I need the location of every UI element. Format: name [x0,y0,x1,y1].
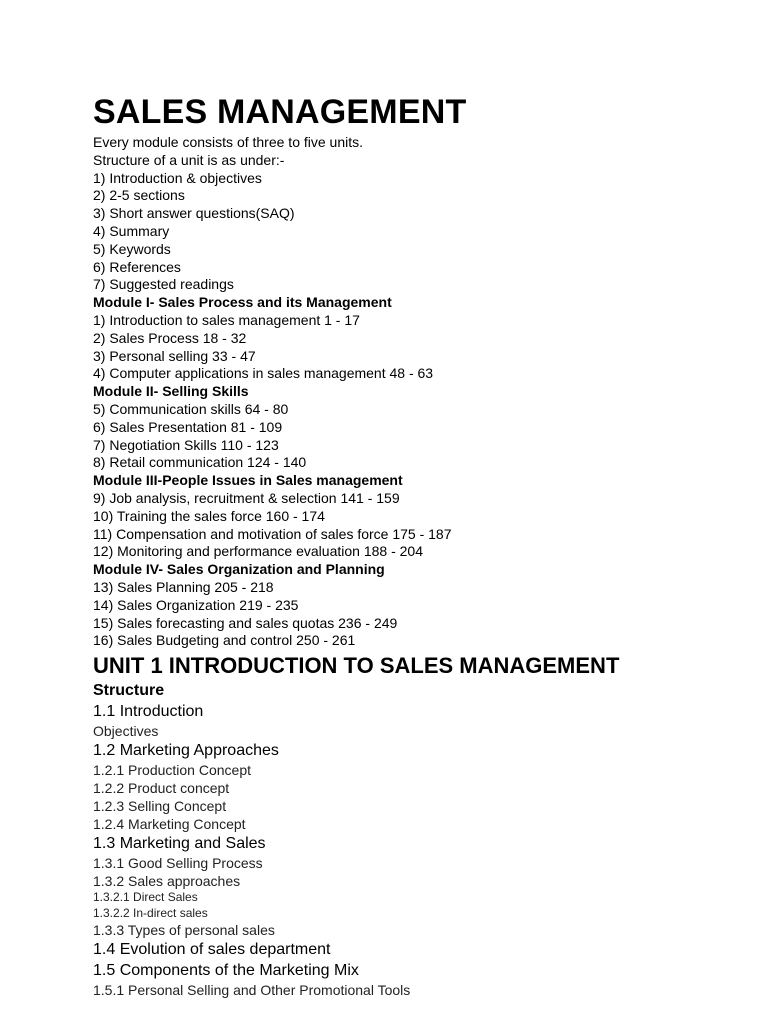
subsection-item: 1.3.2 Sales approaches [93,873,241,890]
module-item: 10) Training the sales force 160 - 174 [93,507,325,524]
subsection-item: 1.5.1 Personal Selling and Other Promotional Tools [93,982,411,999]
module-heading: Module I- Sales Process and its Management [93,294,392,311]
unit-structure-intro [93,134,753,294]
module-item: 8) Retail communication 124 - 140 [93,454,307,471]
module-item: 16) Sales Budgeting and control 250 - 261 [93,632,356,649]
intro-line: Every module consists of three to five units. [93,134,364,150]
subsection-item: 1.3.1 Good Selling Process [93,855,263,872]
section-heading: 1.4 Evolution of sales department [93,941,331,959]
section-heading: 1.2 Marketing Approaches [93,742,279,760]
intro-line: 4) Summary [93,222,170,239]
subsection-item: 1.2.4 Marketing Concept [93,816,246,833]
module-item: 15) Sales forecasting and sales quotas 236 - 249 [93,614,398,631]
module-item: 6) Sales Presentation 81 - 109 [93,418,283,435]
document-page [93,92,753,999]
module-3 [93,472,753,561]
sub-subsection-item: 1.3.2.1 Direct Sales [93,890,198,905]
intro-line: 1) Introduction & objectives [93,169,262,186]
section-heading: 1.3 Marketing and Sales [93,835,266,853]
module-heading: Module III-People Issues in Sales management [93,472,403,489]
unit-1-section [93,652,753,999]
subsection-item: 1.2.1 Production Concept [93,762,251,779]
section-heading: 1.1 Introduction [93,703,204,721]
module-4 [93,561,753,650]
subsection-item: 1.2.2 Product concept [93,780,230,797]
section-heading: 1.5 Components of the Marketing Mix [93,962,359,980]
subsection-item: 1.3.3 Types of personal sales [93,922,275,939]
intro-line: 5) Keywords [93,240,171,257]
module-item: 12) Monitoring and performance evaluation 188 - 204 [93,543,423,560]
document-title: SALES MANAGEMENT [93,93,467,131]
unit-title: UNIT 1 INTRODUCTION TO SALES MANAGEMENT [93,653,620,679]
intro-line: 3) Short answer questions(SAQ) [93,205,295,222]
module-item: 11) Compensation and motivation of sales force 175 - 187 [93,525,452,542]
structure-heading: Structure [93,682,165,700]
module-heading: Module IV- Sales Organization and Planning [93,561,385,578]
sub-subsection-item: 1.3.2.2 In-direct sales [93,905,208,920]
module-item: 7) Negotiation Skills 110 - 123 [93,436,279,453]
intro-line: Structure of a unit is as under:- [93,151,285,168]
module-item: 2) Sales Process 18 - 32 [93,329,247,346]
module-item: 1) Introduction to sales management 1 - 17 [93,311,360,328]
module-item: 13) Sales Planning 205 - 218 [93,578,274,595]
module-1 [93,294,753,383]
module-item: 5) Communication skills 64 - 80 [93,400,289,417]
module-item: 4) Computer applications in sales management 48 - 63 [93,365,434,382]
intro-line: 7) Suggested readings [93,276,234,293]
subsection-item: 1.2.3 Selling Concept [93,798,227,815]
intro-line: 6) References [93,258,181,275]
intro-line: 2) 2-5 sections [93,187,185,204]
subsection-item: Objectives [93,723,159,740]
module-item: 3) Personal selling 33 - 47 [93,347,256,364]
module-item: 14) Sales Organization 219 - 235 [93,596,299,613]
module-2 [93,383,753,472]
module-item: 9) Job analysis, recruitment & selection 141 - 159 [93,489,400,506]
module-heading: Module II- Selling Skills [93,383,249,400]
